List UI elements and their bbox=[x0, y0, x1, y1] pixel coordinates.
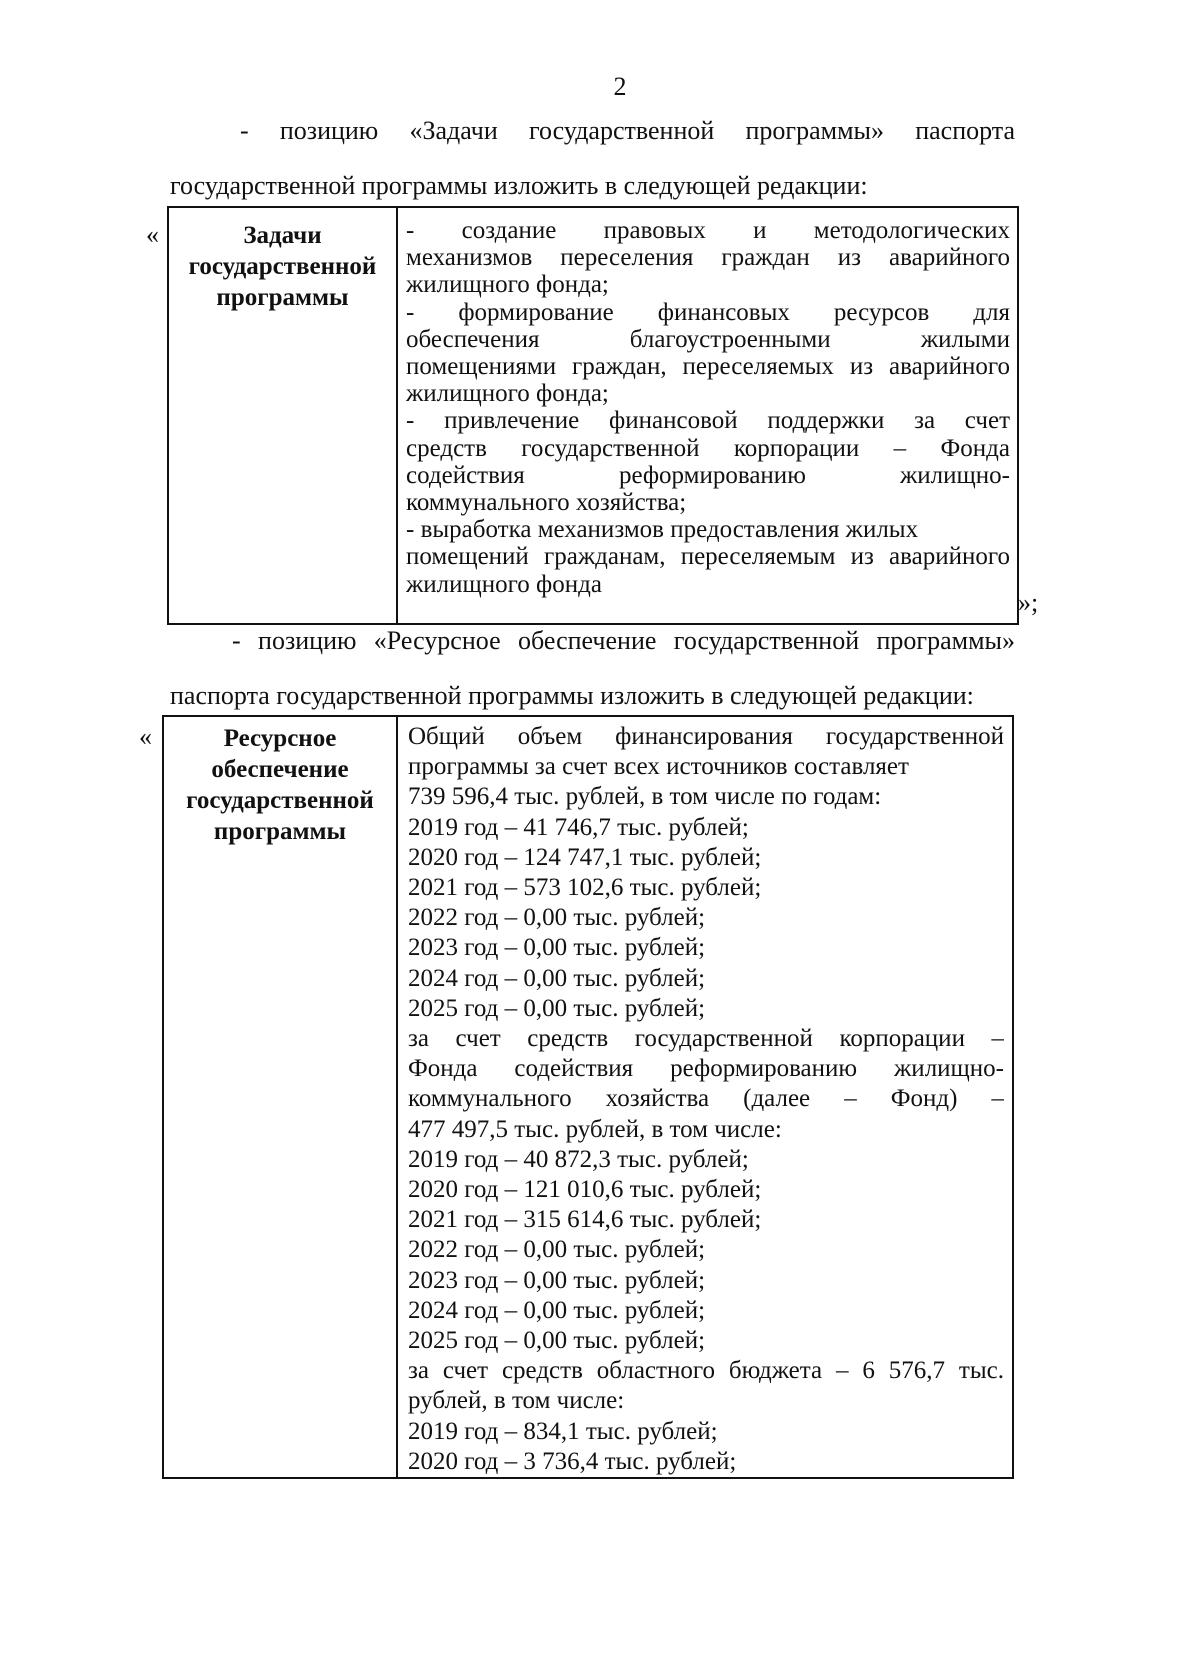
close-quote-1: »; bbox=[1018, 588, 1039, 617]
text-line: 2020 год – 121 010,6 тыс. рублей; bbox=[408, 1176, 762, 1204]
label-line: программы bbox=[213, 818, 347, 845]
text-line: Общий объем финансирования государственной bbox=[408, 723, 1004, 750]
intro-2-line-1: - позицию «Ресурсное обеспечение государственной программы» bbox=[232, 626, 1015, 655]
intro-paragraph-2 bbox=[170, 622, 1015, 715]
text-line: жилищного фонда; bbox=[406, 271, 609, 299]
text-line: 2020 год – 3 736,4 тыс. рублей; bbox=[408, 1447, 737, 1475]
text-line: жилищного фонда; bbox=[406, 380, 609, 408]
text-line: - формирование финансовых ресурсов для bbox=[406, 298, 1010, 326]
text-line: 2021 год – 573 102,6 тыс. рублей; bbox=[408, 874, 762, 902]
tasks-content bbox=[398, 208, 1017, 598]
text-line: 2021 год – 315 614,6 тыс. рублей; bbox=[408, 1206, 762, 1234]
resources-row bbox=[163, 716, 1013, 1478]
text-line: 2024 год – 0,00 тыс. рублей; bbox=[408, 964, 706, 992]
text-line: 2019 год – 41 746,7 тыс. рублей; bbox=[408, 813, 749, 841]
text-line: 2024 год – 0,00 тыс. рублей; bbox=[408, 1296, 706, 1324]
text-line: 2019 год – 40 872,3 тыс. рублей; bbox=[408, 1145, 749, 1173]
resources-content-cell bbox=[397, 716, 1013, 1478]
text-line: за счет средств государственной корпорации – bbox=[408, 1025, 1004, 1053]
text-line: 2022 год – 0,00 тыс. рублей; bbox=[408, 904, 706, 932]
text-line: за счет средств областного бюджета – 6 576,7 тыс. bbox=[408, 1357, 1004, 1385]
text-line: рублей, в том числе: bbox=[408, 1387, 625, 1415]
intro-paragraph-1 bbox=[170, 112, 1015, 205]
text-line: коммунального хозяйства (далее – Фонд) – bbox=[408, 1085, 1004, 1113]
tasks-content-cell bbox=[397, 207, 1018, 624]
text-line: - выработка механизмов предоставления жилых bbox=[406, 516, 919, 544]
text-line: механизмов переселения граждан из аварийного bbox=[406, 244, 1010, 272]
text-line: 2025 год – 0,00 тыс. рублей; bbox=[408, 994, 706, 1022]
text-line: коммунального хозяйства; bbox=[406, 489, 687, 517]
label-line: обеспечение bbox=[211, 756, 349, 783]
open-quote-2: « bbox=[139, 722, 152, 751]
text-line: обеспечения благоустроенными жилыми bbox=[406, 325, 1010, 353]
label-line: государственной bbox=[186, 787, 374, 814]
intro-1-line-2: государственной программы изложить в следующей редакции: bbox=[170, 171, 868, 200]
text-line: 2025 год – 0,00 тыс. рублей; bbox=[408, 1327, 706, 1355]
page-number: 2 bbox=[613, 72, 627, 101]
text-line: программы за счет всех источников составляет bbox=[408, 753, 909, 781]
tasks-label bbox=[169, 208, 396, 313]
label-line: государственной bbox=[188, 253, 377, 280]
resources-content bbox=[398, 717, 1012, 1477]
resources-label bbox=[164, 717, 396, 847]
tasks-label-cell bbox=[168, 207, 397, 624]
text-line: 2023 год – 0,00 тыс. рублей; bbox=[408, 1266, 706, 1294]
text-line: жилищного фонда bbox=[406, 570, 602, 598]
label-line: Ресурсное bbox=[223, 725, 337, 752]
text-line: 2022 год – 0,00 тыс. рублей; bbox=[408, 1236, 706, 1264]
text-line: средств государственной корпорации – Фонда bbox=[406, 434, 1010, 462]
text-line: помещениями граждан, переселяемых из аварийного bbox=[406, 353, 1010, 381]
label-line: Задачи bbox=[243, 222, 322, 249]
text-line: Фонда содействия реформированию жилищно- bbox=[408, 1055, 1004, 1083]
resources-label-cell bbox=[163, 716, 397, 1478]
resources-table bbox=[162, 715, 1014, 1479]
text-line: 2019 год – 834,1 тыс. рублей; bbox=[408, 1417, 718, 1445]
text-line: - создание правовых и методологических bbox=[406, 217, 1010, 244]
text-line: содействия реформированию жилищно- bbox=[406, 461, 1010, 489]
label-line: программы bbox=[216, 284, 349, 311]
tasks-table bbox=[167, 206, 1019, 625]
open-quote-1: « bbox=[146, 220, 159, 249]
text-line: 2023 год – 0,00 тыс. рублей; bbox=[408, 934, 706, 962]
text-line: 477 497,5 тыс. рублей, в том числе: bbox=[408, 1115, 782, 1143]
intro-1-line-1: - позицию «Задачи государственной программы» паспорта bbox=[240, 116, 1015, 145]
text-line: помещений гражданам, переселяемым из аварийного bbox=[406, 543, 1010, 571]
text-line: - привлечение финансовой поддержки за счет bbox=[406, 407, 1010, 435]
intro-2-line-2: паспорта государственной программы изложить в следующей редакции: bbox=[170, 681, 974, 710]
text-line: 2020 год – 124 747,1 тыс. рублей; bbox=[408, 843, 762, 871]
tasks-row bbox=[168, 207, 1018, 624]
text-line: 739 596,4 тыс. рублей, в том числе по годам: bbox=[408, 783, 882, 811]
